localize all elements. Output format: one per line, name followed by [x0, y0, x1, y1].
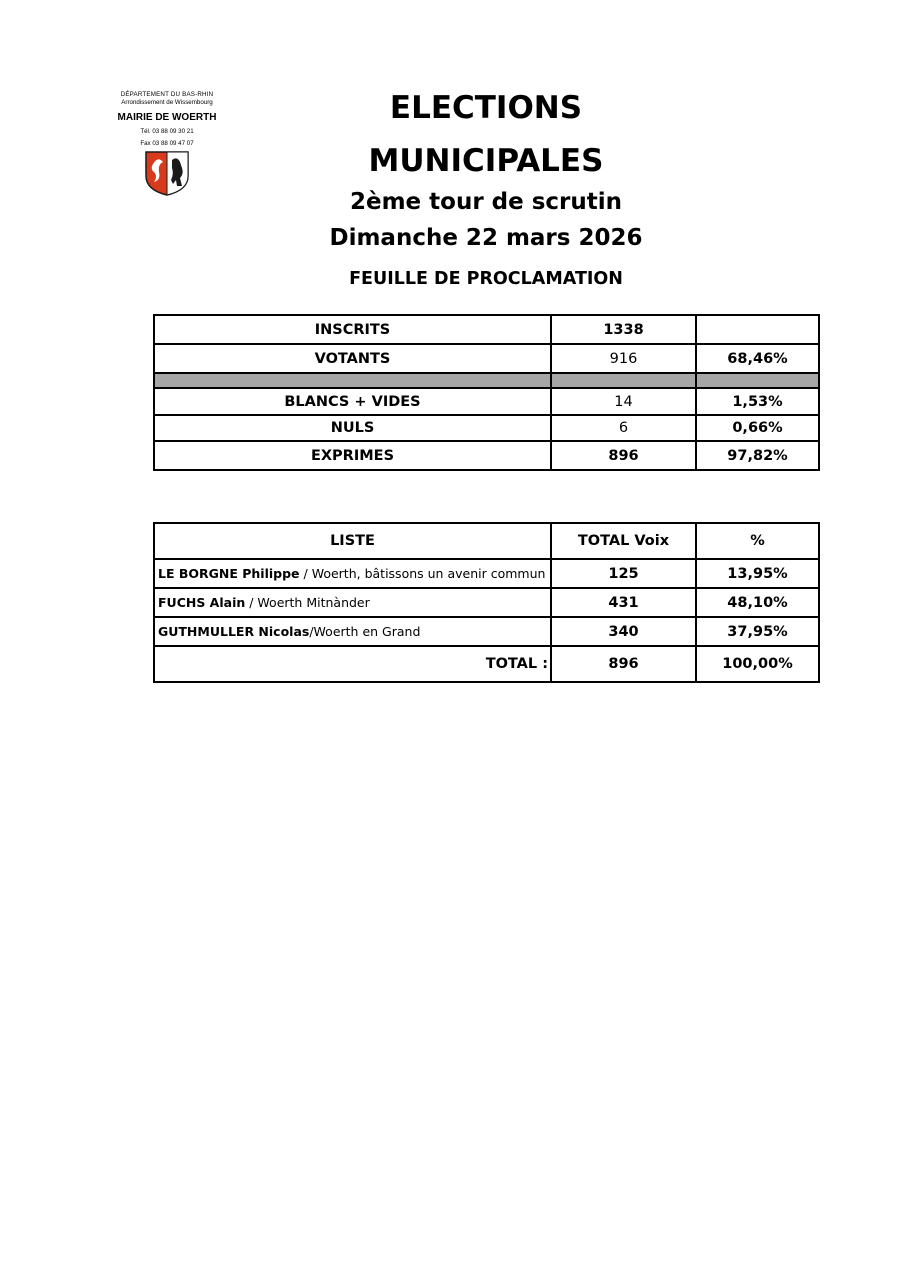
table-row	[154, 344, 819, 373]
exprimes-label: EXPRIMES	[154, 441, 551, 470]
blancs-percent: 1,53%	[696, 388, 819, 415]
fax-text: Fax 03 88 09 47 07	[140, 139, 194, 147]
nuls-percent: 0,66%	[696, 415, 819, 441]
percent-cell: 37,95%	[696, 617, 819, 646]
separator-row	[154, 373, 819, 388]
arrondissement-text: Arrondissement de Wissembourg	[121, 99, 213, 106]
results-table	[153, 522, 820, 683]
table-row	[154, 617, 819, 646]
election-date: Dimanche 22 mars 2026	[329, 225, 643, 251]
nuls-count: 6	[551, 415, 696, 441]
table-row	[154, 388, 819, 415]
list-name: / Woerth Mitnànder	[245, 595, 370, 610]
page-title-line2: MUNICIPALES	[368, 143, 604, 179]
votes-cell: 125	[551, 559, 696, 588]
table-row	[154, 415, 819, 441]
votants-label: VOTANTS	[154, 344, 551, 373]
votes-cell: 431	[551, 588, 696, 617]
header-votes: TOTAL Voix	[551, 523, 696, 559]
inscrits-count: 1338	[551, 315, 696, 344]
list-cell	[154, 617, 551, 646]
page-title-line1: ELECTIONS	[389, 90, 583, 126]
candidate-name: GUTHMULLER Nicolas	[158, 624, 310, 639]
table-row	[154, 559, 819, 588]
total-votes: 896	[551, 646, 696, 682]
list-name: /Woerth en Grand	[309, 624, 421, 639]
candidate-name: FUCHS Alain	[158, 595, 246, 610]
votants-count: 916	[551, 344, 696, 373]
table-row	[154, 588, 819, 617]
header-percent: %	[696, 523, 819, 559]
blancs-count: 14	[551, 388, 696, 415]
sheet-title: FEUILLE DE PROCLAMATION	[349, 269, 623, 289]
turnout-table	[153, 314, 820, 471]
total-row	[154, 646, 819, 682]
inscrits-percent	[696, 315, 819, 344]
table-row	[154, 315, 819, 344]
percent-cell: 13,95%	[696, 559, 819, 588]
mairie-name: MAIRIE DE WOERTH	[117, 112, 217, 123]
inscrits-label: INSCRITS	[154, 315, 551, 344]
list-cell	[154, 559, 551, 588]
exprimes-count: 896	[551, 441, 696, 470]
coat-of-arms-icon	[144, 150, 190, 196]
phone-text: Tél. 03 88 09 30 21	[140, 128, 194, 135]
exprimes-percent: 97,82%	[696, 441, 819, 470]
percent-cell: 48,10%	[696, 588, 819, 617]
nuls-label: NULS	[154, 415, 551, 441]
list-cell	[154, 588, 551, 617]
total-label: TOTAL :	[154, 646, 551, 682]
table-row	[154, 441, 819, 470]
header-list: LISTE	[154, 523, 551, 559]
votants-percent: 68,46%	[696, 344, 819, 373]
total-percent: 100,00%	[696, 646, 819, 682]
blancs-label: BLANCS + VIDES	[154, 388, 551, 415]
round-subtitle: 2ème tour de scrutin	[349, 189, 623, 215]
list-name: / Woerth, bâtissons un avenir commun	[299, 566, 546, 581]
department-text: DÉPARTEMENT DU BAS-RHIN	[120, 91, 214, 98]
candidate-name: LE BORGNE Philippe	[158, 566, 300, 581]
votes-cell: 340	[551, 617, 696, 646]
table-header-row	[154, 523, 819, 559]
letterhead	[106, 91, 228, 196]
